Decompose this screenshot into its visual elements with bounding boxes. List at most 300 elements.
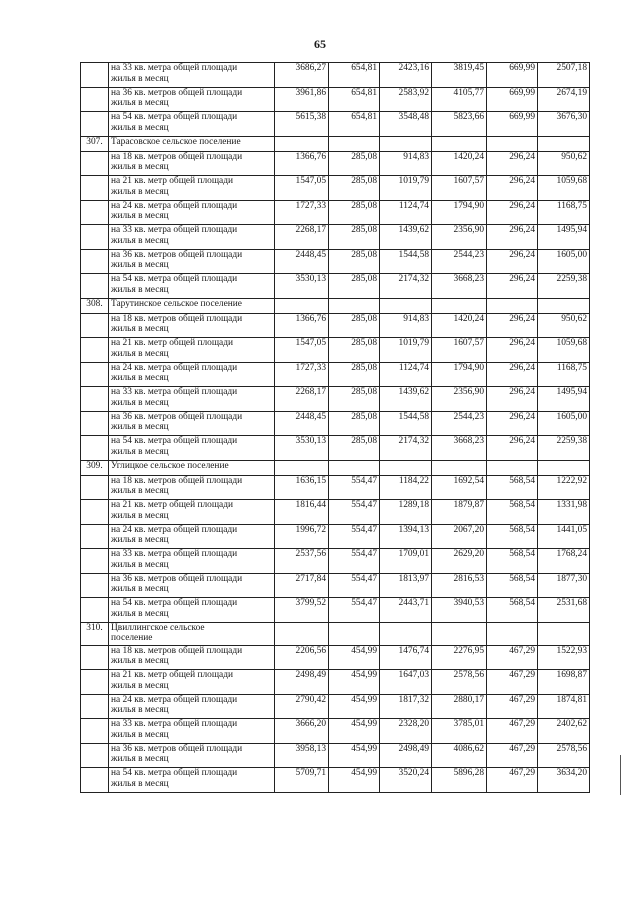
table-row xyxy=(81,573,590,598)
row-number-cell xyxy=(81,362,109,387)
value-cell xyxy=(380,136,432,151)
value-cell: 554,47 xyxy=(329,549,380,574)
value-cell: 3961,86 xyxy=(275,87,329,112)
description-cell xyxy=(109,549,275,574)
table-row xyxy=(81,151,590,176)
row-number-cell xyxy=(81,500,109,525)
value-cell: 2583,92 xyxy=(380,87,432,112)
value-cell: 1420,24 xyxy=(432,151,487,176)
value-cell: 1439,62 xyxy=(380,225,432,250)
value-cell: 454,99 xyxy=(329,719,380,744)
value-cell: 2507,18 xyxy=(538,63,590,88)
description-line: на 36 кв. метров общей площади xyxy=(111,87,243,98)
value-cell xyxy=(329,136,380,151)
value-cell: 568,54 xyxy=(487,500,538,525)
description-cell xyxy=(109,573,275,598)
description-cell xyxy=(109,200,275,225)
description-line: на 24 кв. метра общей площади xyxy=(111,524,238,535)
description-line: на 21 кв. метр общей площади xyxy=(111,670,233,680)
value-cell: 285,08 xyxy=(329,249,380,274)
value-cell xyxy=(380,298,432,313)
value-cell: 1605,00 xyxy=(538,249,590,274)
table-row xyxy=(81,500,590,525)
description-line: жилья в месяц xyxy=(111,422,169,432)
description-line: на 21 кв. метр общей площади xyxy=(111,500,233,510)
value-cell xyxy=(432,460,487,475)
value-cell: 568,54 xyxy=(487,598,538,623)
value-cell: 3785,01 xyxy=(432,719,487,744)
value-cell: 454,99 xyxy=(329,743,380,768)
value-cell: 1059,68 xyxy=(538,176,590,201)
description-cell xyxy=(109,136,275,151)
description-cell xyxy=(109,524,275,549)
value-cell: 2880,17 xyxy=(432,694,487,719)
table-body xyxy=(81,63,590,793)
table-row xyxy=(81,313,590,338)
row-number-cell xyxy=(81,743,109,768)
description-line: на 24 кв. метра общей площади xyxy=(111,200,238,211)
description-line: жилья в месяц xyxy=(111,397,169,408)
description-line: Цвиллингское сельское xyxy=(111,622,205,633)
table-row xyxy=(81,719,590,744)
scan-edge-mark xyxy=(620,755,621,795)
description-line: на 54 кв. метра общей площади xyxy=(111,274,238,284)
description-cell xyxy=(109,338,275,363)
value-cell: 2259,38 xyxy=(538,436,590,461)
value-cell: 467,29 xyxy=(487,645,538,670)
description-line: жилья в месяц xyxy=(111,98,169,108)
value-cell: 554,47 xyxy=(329,500,380,525)
table-row xyxy=(81,475,590,500)
value-cell: 2544,23 xyxy=(432,249,487,274)
value-cell: 2259,38 xyxy=(538,274,590,299)
value-cell: 669,99 xyxy=(487,63,538,88)
description-cell xyxy=(109,475,275,500)
value-cell: 914,83 xyxy=(380,313,432,338)
description-line: жилья в месяц xyxy=(111,373,169,383)
tariff-table xyxy=(80,62,590,793)
description-line: жилья в месяц xyxy=(111,754,169,764)
value-cell: 3530,13 xyxy=(275,274,329,299)
value-cell: 568,54 xyxy=(487,573,538,598)
value-cell: 285,08 xyxy=(329,362,380,387)
value-cell: 568,54 xyxy=(487,524,538,549)
table-row xyxy=(81,743,590,768)
value-cell: 2328,20 xyxy=(380,719,432,744)
table-row xyxy=(81,387,590,412)
value-cell: 285,08 xyxy=(329,176,380,201)
value-cell: 568,54 xyxy=(487,549,538,574)
description-line: на 33 кв. метра общей площади xyxy=(111,225,238,235)
value-cell: 2443,71 xyxy=(380,598,432,623)
value-cell: 1547,05 xyxy=(275,176,329,201)
value-cell: 2674,19 xyxy=(538,87,590,112)
value-cell: 296,24 xyxy=(487,176,538,201)
value-cell: 1168,75 xyxy=(538,200,590,225)
section-row xyxy=(81,298,590,313)
value-cell: 1495,94 xyxy=(538,225,590,250)
row-number-cell: 307. xyxy=(81,136,109,151)
value-cell: 1544,58 xyxy=(380,411,432,436)
row-number-cell xyxy=(81,63,109,88)
value-cell: 3819,45 xyxy=(432,63,487,88)
value-cell: 669,99 xyxy=(487,112,538,137)
description-line: на 24 кв. метра общей площади xyxy=(111,694,238,705)
value-cell: 1394,13 xyxy=(380,524,432,549)
table-row xyxy=(81,670,590,695)
value-cell: 654,81 xyxy=(329,112,380,137)
row-number-cell xyxy=(81,573,109,598)
row-number-cell xyxy=(81,411,109,436)
row-number-cell xyxy=(81,475,109,500)
value-cell: 2578,56 xyxy=(432,670,487,695)
table-row xyxy=(81,436,590,461)
row-number-cell xyxy=(81,313,109,338)
value-cell: 296,24 xyxy=(487,362,538,387)
page-number: 65 xyxy=(314,37,326,51)
description-line: жилья в месяц xyxy=(111,510,169,521)
row-number-cell xyxy=(81,645,109,670)
description-cell xyxy=(109,87,275,112)
description-line: жилья в месяц xyxy=(111,211,169,221)
row-number-cell xyxy=(81,768,109,793)
value-cell: 296,24 xyxy=(487,200,538,225)
description-cell xyxy=(109,249,275,274)
description-line: жилья в месяц xyxy=(111,608,169,619)
description-line: на 36 кв. метров общей площади xyxy=(111,411,243,422)
description-line: поселение xyxy=(111,633,153,643)
section-row xyxy=(81,460,590,475)
value-cell: 2174,32 xyxy=(380,274,432,299)
row-number-cell xyxy=(81,176,109,201)
value-cell: 296,24 xyxy=(487,387,538,412)
description-line: жилья в месяц xyxy=(111,284,169,295)
value-cell: 1605,00 xyxy=(538,411,590,436)
value-cell: 1816,44 xyxy=(275,500,329,525)
value-cell: 285,08 xyxy=(329,200,380,225)
value-cell: 1813,97 xyxy=(380,573,432,598)
value-cell: 1059,68 xyxy=(538,338,590,363)
description-cell xyxy=(109,387,275,412)
description-line: на 36 кв. метров общей площади xyxy=(111,743,243,754)
value-cell xyxy=(275,298,329,313)
value-cell xyxy=(380,622,432,645)
description-line: жилья в месяц xyxy=(111,122,169,133)
description-line: на 54 кв. метра общей площади xyxy=(111,598,238,608)
value-cell: 1019,79 xyxy=(380,338,432,363)
value-cell: 2816,53 xyxy=(432,573,487,598)
section-row xyxy=(81,136,590,151)
value-cell: 4086,62 xyxy=(432,743,487,768)
table-row xyxy=(81,63,590,88)
value-cell: 2790,42 xyxy=(275,694,329,719)
value-cell: 5615,38 xyxy=(275,112,329,137)
description-line: жилья в месяц xyxy=(111,446,169,457)
value-cell: 2356,90 xyxy=(432,387,487,412)
value-cell: 2356,90 xyxy=(432,225,487,250)
value-cell xyxy=(432,622,487,645)
value-cell: 467,29 xyxy=(487,670,538,695)
row-number-cell xyxy=(81,719,109,744)
description-line: на 18 кв. метров общей площади xyxy=(111,313,243,324)
value-cell: 1607,57 xyxy=(432,176,487,201)
value-cell: 3940,53 xyxy=(432,598,487,623)
value-cell: 2423,16 xyxy=(380,63,432,88)
value-cell: 2448,45 xyxy=(275,249,329,274)
description-line: жилья в месяц xyxy=(111,260,169,270)
value-cell: 1879,87 xyxy=(432,500,487,525)
description-line: Тарутинское сельское поселение xyxy=(111,298,242,309)
description-line: жилья в месяц xyxy=(111,324,169,334)
value-cell: 467,29 xyxy=(487,719,538,744)
value-cell: 285,08 xyxy=(329,411,380,436)
table-row xyxy=(81,249,590,274)
table-row xyxy=(81,338,590,363)
value-cell xyxy=(329,622,380,645)
value-cell xyxy=(538,622,590,645)
value-cell: 2544,23 xyxy=(432,411,487,436)
value-cell: 1607,57 xyxy=(432,338,487,363)
description-cell xyxy=(109,743,275,768)
value-cell: 1522,93 xyxy=(538,645,590,670)
row-number-cell xyxy=(81,200,109,225)
value-cell: 1476,74 xyxy=(380,645,432,670)
value-cell: 1547,05 xyxy=(275,338,329,363)
table-row xyxy=(81,274,590,299)
description-line: на 33 кв. метра общей площади xyxy=(111,387,238,397)
value-cell: 1877,30 xyxy=(538,573,590,598)
description-line: жилья в месяц xyxy=(111,559,169,570)
value-cell: 2067,20 xyxy=(432,524,487,549)
value-cell: 3958,13 xyxy=(275,743,329,768)
section-row xyxy=(81,622,590,645)
description-line: жилья в месяц xyxy=(111,778,169,789)
description-line: на 54 кв. метра общей площади xyxy=(111,436,238,446)
value-cell: 296,24 xyxy=(487,225,538,250)
description-line: на 33 кв. метра общей площади xyxy=(111,549,238,559)
description-cell xyxy=(109,176,275,201)
value-cell: 1019,79 xyxy=(380,176,432,201)
value-cell: 296,24 xyxy=(487,411,538,436)
value-cell: 568,54 xyxy=(487,475,538,500)
row-number-cell: 308. xyxy=(81,298,109,313)
value-cell: 2268,17 xyxy=(275,387,329,412)
description-line: на 18 кв. метров общей площади xyxy=(111,475,243,486)
description-cell xyxy=(109,768,275,793)
value-cell: 1331,98 xyxy=(538,500,590,525)
value-cell: 1124,74 xyxy=(380,200,432,225)
value-cell: 3530,13 xyxy=(275,436,329,461)
value-cell: 3676,30 xyxy=(538,112,590,137)
value-cell: 454,99 xyxy=(329,694,380,719)
row-number-cell xyxy=(81,151,109,176)
description-cell xyxy=(109,151,275,176)
value-cell: 1727,33 xyxy=(275,362,329,387)
value-cell: 1698,87 xyxy=(538,670,590,695)
value-cell: 296,24 xyxy=(487,249,538,274)
description-cell xyxy=(109,460,275,475)
value-cell: 4105,77 xyxy=(432,87,487,112)
description-line: жилья в месяц xyxy=(111,486,169,496)
row-number-cell xyxy=(81,274,109,299)
value-cell xyxy=(538,136,590,151)
table-row xyxy=(81,694,590,719)
value-cell: 296,24 xyxy=(487,274,538,299)
value-cell: 2498,49 xyxy=(380,743,432,768)
value-cell: 2498,49 xyxy=(275,670,329,695)
description-line: жилья в месяц xyxy=(111,656,169,666)
row-number-cell xyxy=(81,524,109,549)
value-cell xyxy=(329,460,380,475)
value-cell: 654,81 xyxy=(329,87,380,112)
value-cell: 1441,05 xyxy=(538,524,590,549)
value-cell: 3634,20 xyxy=(538,768,590,793)
description-cell xyxy=(109,719,275,744)
description-line: жилья в месяц xyxy=(111,729,169,740)
value-cell: 285,08 xyxy=(329,387,380,412)
value-cell: 1636,15 xyxy=(275,475,329,500)
description-cell xyxy=(109,298,275,313)
description-line: на 18 кв. метров общей площади xyxy=(111,151,243,162)
value-cell xyxy=(329,298,380,313)
table-row xyxy=(81,549,590,574)
description-cell xyxy=(109,500,275,525)
table-row xyxy=(81,411,590,436)
value-cell: 2402,62 xyxy=(538,719,590,744)
description-line: на 36 кв. метров общей площади xyxy=(111,573,243,584)
table-row xyxy=(81,524,590,549)
value-cell xyxy=(275,460,329,475)
value-cell: 285,08 xyxy=(329,151,380,176)
value-cell: 285,08 xyxy=(329,274,380,299)
description-line: на 21 кв. метр общей площади xyxy=(111,338,233,348)
description-line: Углицкое сельское поселение xyxy=(111,460,229,471)
value-cell: 1794,90 xyxy=(432,200,487,225)
value-cell: 654,81 xyxy=(329,63,380,88)
row-number-cell xyxy=(81,694,109,719)
value-cell: 1184,22 xyxy=(380,475,432,500)
value-cell: 1420,24 xyxy=(432,313,487,338)
value-cell: 296,24 xyxy=(487,436,538,461)
value-cell: 454,99 xyxy=(329,670,380,695)
value-cell: 2578,56 xyxy=(538,743,590,768)
value-cell: 5823,66 xyxy=(432,112,487,137)
value-cell: 1495,94 xyxy=(538,387,590,412)
value-cell xyxy=(275,622,329,645)
value-cell: 1727,33 xyxy=(275,200,329,225)
description-line: на 24 кв. метра общей площади xyxy=(111,362,238,373)
row-number-cell: 309. xyxy=(81,460,109,475)
value-cell xyxy=(538,298,590,313)
description-line: на 21 кв. метр общей площади xyxy=(111,176,233,186)
row-number-cell xyxy=(81,112,109,137)
value-cell: 1692,54 xyxy=(432,475,487,500)
value-cell: 1289,18 xyxy=(380,500,432,525)
value-cell xyxy=(487,136,538,151)
value-cell: 554,47 xyxy=(329,524,380,549)
value-cell: 1222,92 xyxy=(538,475,590,500)
value-cell: 5896,28 xyxy=(432,768,487,793)
value-cell: 285,08 xyxy=(329,313,380,338)
value-cell: 1366,76 xyxy=(275,313,329,338)
table-row xyxy=(81,176,590,201)
description-line: жилья в месяц xyxy=(111,705,169,715)
value-cell: 554,47 xyxy=(329,598,380,623)
description-line: жилья в месяц xyxy=(111,186,169,197)
description-cell xyxy=(109,362,275,387)
value-cell: 296,24 xyxy=(487,338,538,363)
table-row xyxy=(81,112,590,137)
value-cell xyxy=(380,460,432,475)
value-cell: 296,24 xyxy=(487,151,538,176)
description-line: жилья в месяц xyxy=(111,584,169,594)
value-cell xyxy=(432,298,487,313)
row-number-cell xyxy=(81,87,109,112)
description-cell xyxy=(109,63,275,88)
value-cell: 3799,52 xyxy=(275,598,329,623)
description-line: жилья в месяц xyxy=(111,235,169,246)
value-cell: 285,08 xyxy=(329,338,380,363)
value-cell: 296,24 xyxy=(487,313,538,338)
description-line: на 54 кв. метра общей площади xyxy=(111,112,238,122)
value-cell: 1124,74 xyxy=(380,362,432,387)
description-line: жилья в месяц xyxy=(111,73,169,84)
row-number-cell: 310. xyxy=(81,622,109,645)
row-number-cell xyxy=(81,249,109,274)
description-line: на 33 кв. метра общей площади xyxy=(111,63,238,73)
table-row xyxy=(81,645,590,670)
description-line: на 33 кв. метра общей площади xyxy=(111,719,238,729)
row-number-cell xyxy=(81,670,109,695)
description-cell xyxy=(109,645,275,670)
value-cell: 467,29 xyxy=(487,694,538,719)
value-cell xyxy=(487,298,538,313)
table-row xyxy=(81,598,590,623)
description-line: жилья в месяц xyxy=(111,535,169,545)
value-cell: 2531,68 xyxy=(538,598,590,623)
row-number-cell xyxy=(81,549,109,574)
value-cell: 285,08 xyxy=(329,225,380,250)
value-cell: 554,47 xyxy=(329,475,380,500)
description-cell xyxy=(109,274,275,299)
row-number-cell xyxy=(81,338,109,363)
description-cell xyxy=(109,694,275,719)
value-cell xyxy=(538,460,590,475)
value-cell: 3548,48 xyxy=(380,112,432,137)
description-cell xyxy=(109,225,275,250)
row-number-cell xyxy=(81,436,109,461)
value-cell: 1996,72 xyxy=(275,524,329,549)
value-cell: 2717,84 xyxy=(275,573,329,598)
value-cell: 1168,75 xyxy=(538,362,590,387)
value-cell: 1874,81 xyxy=(538,694,590,719)
value-cell: 669,99 xyxy=(487,87,538,112)
value-cell: 1366,76 xyxy=(275,151,329,176)
description-cell xyxy=(109,670,275,695)
description-cell xyxy=(109,598,275,623)
value-cell: 3686,27 xyxy=(275,63,329,88)
value-cell: 2174,32 xyxy=(380,436,432,461)
description-line: на 18 кв. метров общей площади xyxy=(111,645,243,656)
value-cell: 3666,20 xyxy=(275,719,329,744)
value-cell: 1768,24 xyxy=(538,549,590,574)
value-cell: 5709,71 xyxy=(275,768,329,793)
value-cell: 1544,58 xyxy=(380,249,432,274)
row-number-cell xyxy=(81,598,109,623)
description-cell xyxy=(109,313,275,338)
description-line: Тарасовское сельское поселение xyxy=(111,136,241,147)
value-cell: 2629,20 xyxy=(432,549,487,574)
